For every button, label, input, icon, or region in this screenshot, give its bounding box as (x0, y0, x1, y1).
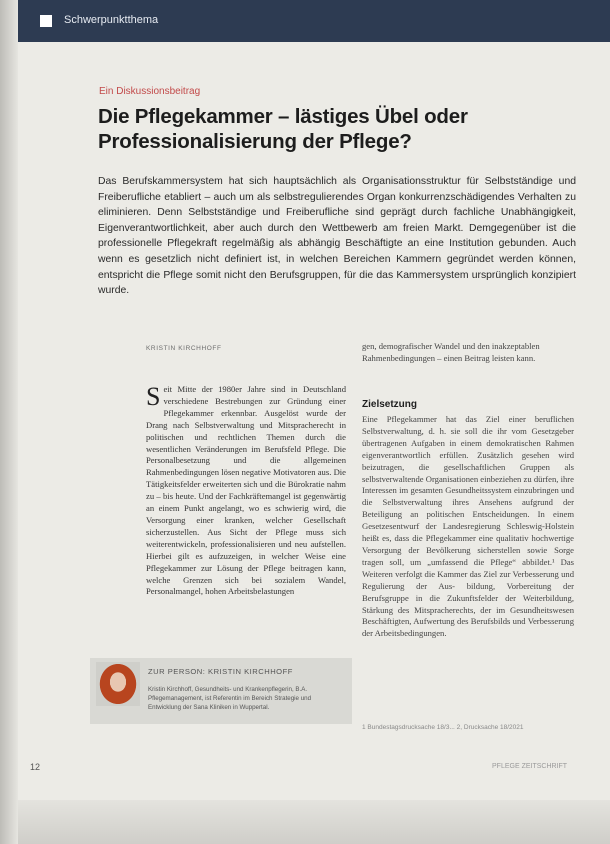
body-column-right: Eine Pflegekammer hat das Ziel einer beruflichen Selbstverwaltung, d. h. sie soll die ihr vom Gesetzgeber übertragenen Aufgaben in einem demokratischen Rahmen eigenverantwortlich erfüllen. Zusätzlich gesehen wird beizutragen, die gesellschaftlichen Gruppen als selbstverwaltende Organisationen einbeziehen zu dürfen, ihre Interessen im gesamten Gesundheitssystem einzubringen und die Selbstverwaltung ihres Ansehens aufgrund der Beteiligung an politischen Entscheidungen. In einem Gesetzesentwurf der Landesregierung Schleswig-Holstein heißt es, dass die Pflegekammer eine qualitativ hochwertige Versorgung der Bevölkerung sicherstellen sowie Sorge tragen soll, um „umfassend die Pflege“ abbildet.¹ Das Weiteren verfolgt die Kammer das Ziel zur Verbesserung und Regulierung der Aus- bildung, Vorbereitung der Berufsgruppe in die Zukunftsfelder der Weiterbildung, Stärkung des Mitspracherechts, der im Gesundheitswesen Beschäftigten, Aufwertung des Berufsbilds und Verbesserung der Arbeitsbedingungen. (362, 414, 574, 639)
header-square-icon (40, 15, 52, 27)
issue-label: PFLEGE ZEITSCHRIFT (492, 763, 568, 770)
article-title: Die Pflegekammer – lästiges Übel oder Professionalisierung der Pflege? (98, 105, 468, 153)
footnote: 1 Bundestagsdrucksache 18/3... 2, Drucksache 18/2021 (362, 724, 524, 731)
page-bottom-shadow (18, 800, 610, 844)
page-binding-edge (0, 0, 18, 844)
body-left-text: eit Mitte der 1980er Jahre sind in Deutschland verschiedene Bestrebungen zur Gründung einer Pflegekammer erkennbar. Ausgelöst wurde der Drang nach Selbstverwaltung und Mitspracherecht in politischen und rechtlichen Themen durch die wesentlichen Veränderungen im Berufsfeld Pflege. Die Personalbesetzung und die allgemeinen Rahmenbedingungen lösen negative Motivatoren aus. Die Tätigkeitsfelder erweiterten sich und die Bürokratie nahm zu – bis heute. Und der Fachkräftemangel ist gegenwärtig an einem Punkt angelangt, wo es schwierig wird, die Versorgung einer kranken, welcher Gesellschaft sicherzustellen. Aus Sicht der Pflege muss sich weiterentwickeln, professionalisieren und neu aufstellen. Hierbei gilt es aufzuzeigen, in welcher Weise eine Pflegekammer zur Lösung der Pflege beitragen kann, welche Grenzen sich bei sozialem Wandel, Personalmangel, hohen Arbeitsbelastungen (146, 384, 346, 597)
section-header-bar (18, 0, 610, 42)
bio-text: Kristin Kirchhoff, Gesundheits- und Krankenpflegerin, B.A. Pflegemanagement, ist Referentin im Bereich Strategie und Entwicklung der Sana Kliniken in Wuppertal. (148, 686, 312, 711)
article-kicker: Ein Diskussionsbeitrag (99, 86, 201, 97)
section-subhead: Zielsetzung (362, 399, 418, 410)
article-lead: Das Berufskammersystem hat sich hauptsächlich als Organisationsstruktur für Selbstständige und Freiberufliche etabliert – auch um als selbstregulierendes Organ konkurrenzschädigendes Verhalten zu eliminieren. Denn Selbstständige und Freiberufliche sind geprägt durch fachliche Unabhängigkeit, Eigenverantwortlichkeit, aber auch durch den Wettbewerb am freien Markt. Demgegenüber ist die professionelle Pflegekraft regelmäßig als abhängig Beschäftigte an eine Institution gebunden. Auch wenn es gesetzlich nicht definiert ist, in welchen Bereichen Kammern gegründet werden können, entspricht die Pflege somit nicht den Berufsgruppen, für die das Kammersystem ursprünglich konzipiert wurde. (98, 176, 576, 297)
section-title: Schwerpunktthema (64, 14, 159, 26)
drop-cap: S (146, 384, 161, 411)
author-bio-box (90, 658, 352, 724)
author-byline: KRISTIN KIRCHHOFF (146, 345, 222, 352)
body-column-left (146, 384, 346, 630)
body-column-right-continuation: gen, demografischer Wandel und den inakzeptablen Rahmenbedingungen – einen Beitrag leisten kann. (362, 341, 540, 363)
bio-title: ZUR PERSON: KRISTIN KIRCHHOFF (148, 667, 293, 676)
page-number: 12 (30, 762, 41, 772)
author-photo (96, 662, 140, 706)
